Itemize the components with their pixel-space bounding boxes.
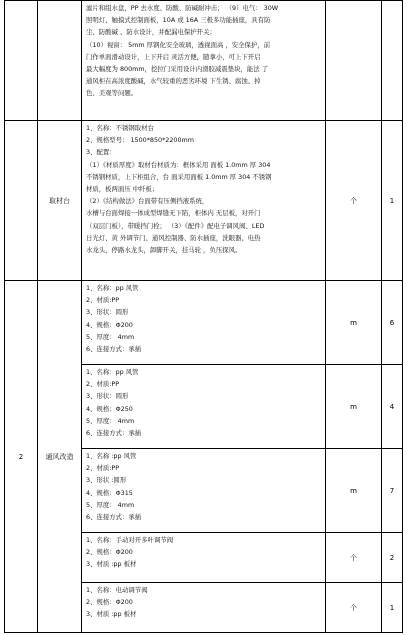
spec-line: 尘、防酸碱 、防水设计，并配漏电保护开关；	[86, 28, 216, 37]
spec-cell	[82, 365, 326, 449]
spec-cell	[82, 449, 326, 533]
item-no: 2	[18, 452, 24, 461]
unit-value: m	[350, 486, 357, 495]
spec-cell	[82, 533, 326, 583]
table-row	[5, 281, 403, 365]
spec-line: 滤片和组水盘，PP 去水度、防酸、防碱耐冲击； （9）电气： 30W	[86, 4, 279, 12]
qty-value: 6	[389, 318, 395, 327]
spec-lines	[82, 121, 325, 257]
qty-cell	[382, 583, 403, 633]
spec-cell	[82, 1, 326, 121]
item-name-cell	[38, 1, 82, 121]
spec-cell	[82, 281, 326, 365]
unit-cell	[326, 1, 382, 121]
table-row	[5, 121, 403, 281]
spec-line: 2、材质:PP	[86, 296, 120, 305]
qty-cell	[382, 121, 403, 281]
spec-line: 1、名称：pp 风管	[86, 368, 139, 376]
unit-cell	[326, 583, 382, 633]
table-row	[5, 1, 403, 121]
spec-line: 5、厚度： 4mm	[86, 416, 135, 425]
unit-value: m	[350, 318, 357, 327]
spec-lines	[82, 281, 325, 356]
spec-lines	[82, 1, 325, 101]
unit-cell	[326, 121, 382, 281]
spec-line: 3、形状：圆形	[86, 392, 129, 401]
spec-cell	[82, 583, 326, 633]
unit-value: m	[350, 402, 357, 411]
spec-line: 5、厚度： 4mm	[86, 500, 135, 509]
qty-cell	[382, 365, 403, 449]
spec-line: 日光灯、黄 外调节门、通风控制器、防水插座，洗眼器、电热	[86, 233, 261, 242]
spec-line: 水龙头，停路水龙头，卸脚开关，挂马轮 ，负压探风。	[86, 246, 242, 255]
spec-lines	[82, 365, 325, 440]
qty-value: 1	[389, 603, 395, 612]
spec-line: 材质，板两面压 中纤板；	[86, 185, 159, 194]
spec-line: 水槽与台面焊接一体成型焊缝无下陷，柜体内 无层板，对开门	[86, 209, 261, 218]
spec-line: 通风柜在高浓度酸碱，水气较重的恶劣环境 下生锈、腐蚀、掉	[86, 77, 261, 86]
spec-line: 6、连接方式：承插	[86, 429, 142, 438]
item-name: 取材台	[49, 196, 70, 205]
unit-cell	[326, 449, 382, 533]
spec-line: 最大幅度为 800mm，挖拉门采用设计内滑胶减震垫块，能法 了	[86, 65, 269, 74]
spec-cell	[82, 121, 326, 281]
item-name-cell	[38, 121, 82, 281]
unit-cell	[326, 533, 382, 583]
spec-line: 5、厚度： 4mm	[86, 332, 135, 341]
spec-line: 3、配置：	[86, 148, 116, 157]
qty-cell	[382, 533, 403, 583]
spec-line: 色、美观等问题。	[86, 89, 138, 98]
unit-cell	[326, 365, 382, 449]
spec-line: 3、形状 :圆形	[86, 476, 127, 485]
unit-cell	[326, 281, 382, 365]
spec-lines	[82, 583, 325, 622]
qty-value: 4	[389, 402, 395, 411]
spec-line: 不锈钢材质，上下柜组合，台 面采用面板 1.0mm 厚 304 不锈钢	[86, 172, 272, 181]
spec-line: 2、材质:PP	[86, 380, 120, 389]
spec-line: 6、连接方式：承插	[86, 513, 142, 522]
item-name: 通风改造	[45, 452, 74, 461]
item-no-cell	[5, 1, 38, 121]
spec-line: 2、规格型号： 1500*850*2200mm	[86, 136, 195, 145]
unit-value: 个	[350, 553, 357, 562]
spec-line: 2、规格：Φ200	[86, 548, 133, 557]
spec-line: 4、规格：Φ315	[86, 488, 133, 497]
spec-line: （2）《结构做法》台面带有压侧挡液系统，	[86, 197, 209, 206]
spec-line: 3、形状：圆形	[86, 308, 129, 317]
spec-line: 2、材质:PP	[86, 464, 120, 473]
spec-line: 4、规格：Φ200	[86, 320, 133, 329]
qty-value: 1	[389, 196, 395, 205]
spec-line: 2、规格：Φ200	[86, 598, 133, 607]
spec-line: 照明灯、触摸式控制面板，10A 或 16A 三极多功能插座，具有防	[86, 16, 271, 25]
unit-value: 个	[350, 603, 357, 612]
spec-line: 4、规格：Φ250	[86, 404, 133, 413]
spec-line: 1、名称：电动调节阀	[86, 586, 148, 594]
spec-line: 1、名称 :pp 风管	[86, 452, 137, 460]
item-no-cell	[5, 281, 38, 633]
unit-value: 个	[350, 196, 357, 205]
spec-line: （10）视窗： 5mm 厚钢化安全玻璃，透视面高 ，安全保护，前	[86, 40, 271, 49]
qty-value: 7	[389, 486, 395, 495]
spec-line: 3、材质 :pp 板材	[86, 610, 137, 619]
qty-cell	[382, 281, 403, 365]
spec-line: 6、连接方式：承插	[86, 345, 142, 354]
spec-table	[4, 0, 403, 633]
spec-line: 1、名称：pp 风管	[86, 284, 139, 292]
qty-cell	[382, 1, 403, 121]
item-name-cell	[38, 281, 82, 633]
spec-line: 3、材质 :pp 板材	[86, 560, 137, 569]
qty-value: 2	[389, 553, 395, 562]
spec-lines	[82, 449, 325, 524]
spec-line: 门作单面滑动设计，上下开启 灵活方便，随拿小，可上下开启	[86, 52, 261, 61]
spec-line: （1）《材质厚度》取材台材质为：框体采用 面板 1.0mm 厚 304	[86, 160, 271, 169]
spec-line: 1、名称：手动对开多叶调节阀	[86, 536, 174, 544]
spec-line: 1、名称：不锈钢取材台	[86, 124, 154, 132]
spec-line: （双层门板），带暖挡门栓； （3）《配件》配电子调风阀、LED	[86, 221, 265, 230]
item-no-cell	[5, 121, 38, 281]
qty-cell	[382, 449, 403, 533]
spec-lines	[82, 533, 325, 572]
